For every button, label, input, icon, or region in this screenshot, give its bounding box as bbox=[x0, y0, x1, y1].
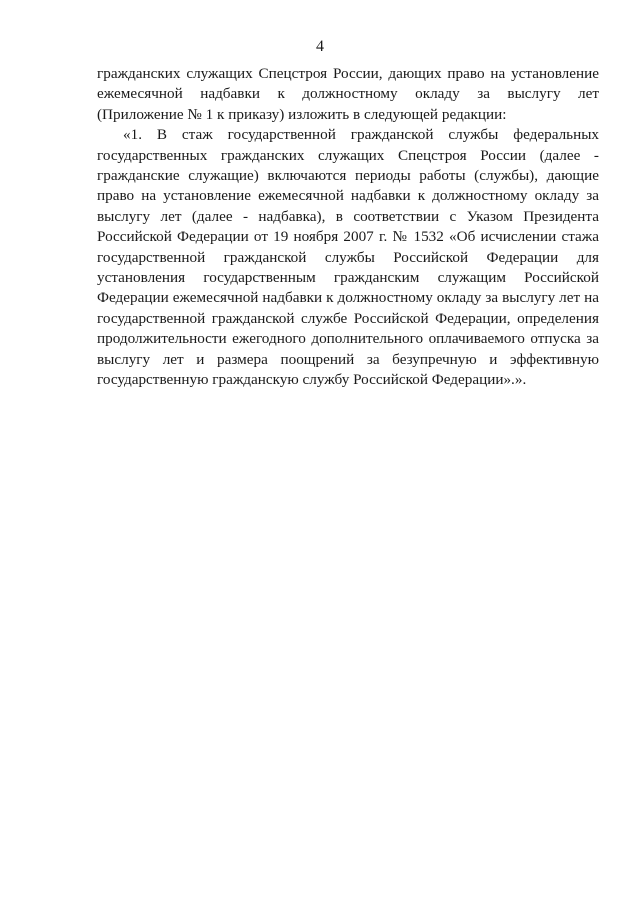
page-number: 4 bbox=[316, 38, 324, 55]
text-line: выслугу лет и размера поощрений за безупречную и эффективную bbox=[97, 350, 599, 368]
text-line: право на установление ежемесячной надбавки к должностному окладу за bbox=[97, 187, 599, 205]
text-line: гражданских служащих Спецстроя России, дающих право на установление bbox=[97, 65, 599, 82]
text-line: гражданские служащие) включаются периоды работы (службы), дающие bbox=[97, 167, 599, 185]
text-line: государственной гражданской службе Российской Федерации, определения bbox=[97, 309, 599, 327]
text-line: Российской Федерации от 19 ноября 2007 г. № 1532 «Об исчислении стажа bbox=[97, 228, 599, 246]
text-line: Федерации ежемесячной надбавки к должностному окладу за выслугу лет на bbox=[97, 289, 599, 307]
text-line: государственных гражданских служащих Спецстроя России (далее - bbox=[97, 146, 599, 164]
text-line: установления государственным гражданским служащим Российской bbox=[97, 269, 599, 287]
text-line: выслугу лет (далее - надбавка), в соответствии с Указом Президента bbox=[97, 207, 599, 225]
text-line: (Приложение № 1 к приказу) изложить в следующей редакции: bbox=[97, 105, 507, 123]
text-line: ежемесячной надбавки к должностному окладу за выслугу лет bbox=[97, 85, 599, 103]
document-body bbox=[97, 64, 599, 391]
text-line: продолжительности ежегодного дополнительного оплачиваемого отпуска за bbox=[97, 330, 599, 348]
text-line: «1. В стаж государственной гражданской службы федеральных bbox=[123, 126, 599, 144]
text-line: государственной гражданской службы Российской Федерации для bbox=[97, 248, 599, 266]
text-line: государственную гражданскую службу Российской Федерации».». bbox=[97, 371, 527, 389]
